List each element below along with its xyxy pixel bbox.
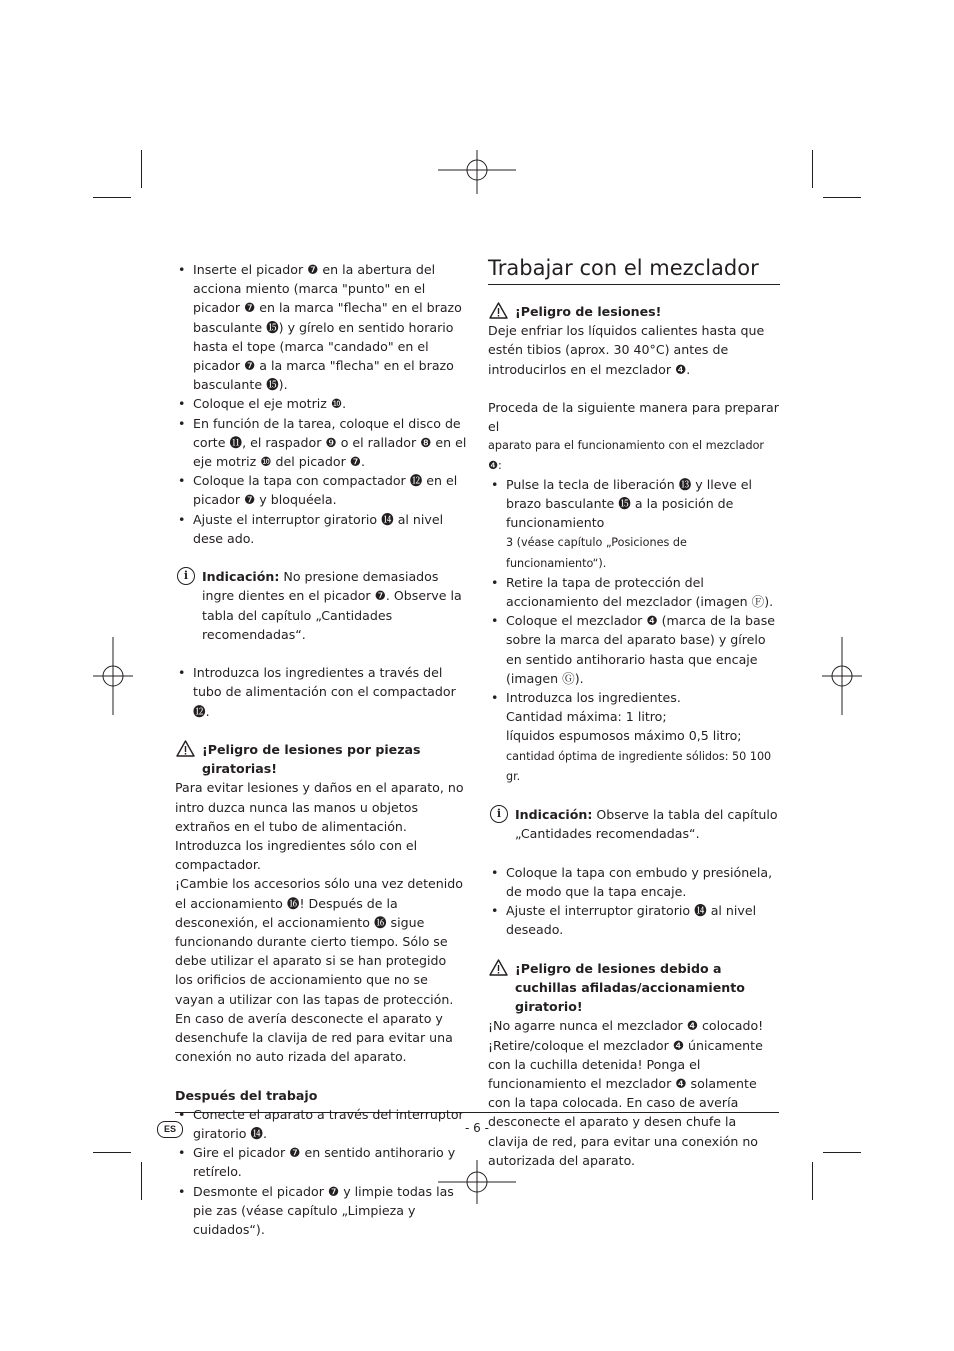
note-text: Observe la tabla del capítulo „Cantidades recomendadas“. — [515, 807, 778, 842]
list-item: • Coloque la tapa con embudo y presiónela, de modo que la tapa encaje. — [488, 863, 780, 901]
right-column — [488, 254, 780, 1170]
warning-triangle-icon — [489, 959, 508, 976]
list-item — [488, 475, 780, 573]
note-label: Indicación: — [202, 569, 280, 585]
warning-text: Deje enfriar los líquidos calientes hasta que estén tibios (aprox. 30 40°C) antes de introducirlos en el mezclador ❹. — [488, 323, 765, 377]
warning-title: ¡Peligro de lesiones! — [515, 304, 662, 319]
note-text: No presione demasiados ingre dientes en el picador ❼. Observe la tabla del capítulo „Cantidades recomendadas“. — [202, 569, 462, 642]
crop-mark — [93, 197, 131, 198]
list-item: • Coloque el mezclador ❹ (marca de la base sobre la marca del aparato base) y gírelo en sentido antihorario hasta que encaje (imagen Ⓖ). — [488, 611, 780, 688]
steps-list — [488, 475, 780, 786]
info-circle-icon: i — [177, 567, 195, 585]
list-item: • Conecte el aparato a través del interruptor giratorio ⓮. — [175, 1105, 467, 1143]
page-number: - 6 - — [465, 1121, 489, 1135]
left-column — [175, 260, 467, 1239]
list-item-text: Pulse la tecla de liberación ⓭ y lleve el brazo basculante ⓯ a la posición de funcionamiento — [506, 476, 752, 531]
note-block — [488, 805, 780, 843]
crop-mark — [823, 1152, 861, 1153]
page-title: Trabajar con el mezclador — [488, 254, 780, 285]
list-item: • En función de la tarea, coloque el disco de corte ⓫, el raspador ❾ o el rallador ❽ en el eje motriz ❿ del picador ❼. — [175, 414, 467, 472]
list-item — [488, 688, 780, 786]
list-item-text: Introduzca los ingredientes. — [506, 690, 681, 706]
steps-list — [175, 663, 467, 721]
crop-mark — [812, 150, 813, 188]
list-item: • Coloque la tapa con compactador ⓬ en el picador ❼ y bloquéela. — [175, 471, 467, 509]
warning-block — [175, 740, 467, 778]
list-item: • Gire el picador ❼ en sentido antihorario y retírelo. — [175, 1143, 467, 1181]
crop-mark — [93, 1152, 131, 1153]
intro-text: Proceda de la siguiente manera para preparar el — [488, 400, 779, 435]
footer-rule — [175, 1112, 779, 1113]
warning-triangle-icon — [176, 740, 195, 757]
registration-mark-top — [438, 150, 516, 194]
registration-mark-right — [822, 637, 862, 715]
list-item: • Desmonte el picador ❼ y limpie todas las pie zas (véase capítulo „Limpieza y cuidados“). — [175, 1182, 467, 1240]
warning-text: Para evitar lesiones y daños en el aparato, no intro duzca nunca las manos u objetos extraños en el tubo de alimentación. Introduzca los ingredientes sólo con el compactador. — [175, 780, 464, 873]
registration-mark-left — [93, 637, 133, 715]
language-badge: ES — [157, 1121, 183, 1138]
list-item: • Retire la tapa de protección del accionamiento del mezclador (imagen Ⓕ). — [488, 573, 780, 611]
list-item: • Introduzca los ingredientes a través del tubo de alimentación con el compactador ⓬. — [175, 663, 467, 721]
crop-mark — [812, 1162, 813, 1200]
steps-list — [175, 260, 467, 548]
warning-text: ¡No agarre nunca el mezclador ❹ colocado! ¡Retire/coloque el mezclador ❹ únicamente con la cuchilla detenida! Ponga el funcionamiento el mezclador ❹ solamente con la tapa colocada. En caso de avería desconecte el aparato y desen chufe la clavija de red, para evitar una conexión no autorizada del aparato. — [488, 1018, 764, 1168]
list-item: • Ajuste el interruptor giratorio ⓮ al nivel dese ado. — [175, 510, 467, 548]
warning-block — [488, 959, 780, 1017]
crop-mark — [823, 197, 861, 198]
list-item-text: cantidad óptima de ingrediente sólidos: 50 100 gr. — [506, 749, 772, 783]
warning-title: ¡Peligro de lesiones debido a cuchillas afiladas/accionamiento giratorio! — [515, 960, 745, 1015]
intro-text: aparato para el funcionamiento con el mezclador ❹: — [488, 439, 765, 472]
list-item-text: Cantidad máxima: 1 litro; — [506, 709, 667, 725]
steps-list — [488, 863, 780, 940]
warning-title: ¡Peligro de lesiones por piezas giratorias! — [202, 742, 421, 777]
crop-mark — [141, 150, 142, 188]
warning-triangle-icon — [489, 302, 508, 319]
list-item: • Ajuste el interruptor giratorio ⓮ al nivel deseado. — [488, 901, 780, 939]
warning-block — [488, 302, 780, 321]
list-item-text: líquidos espumosos máximo 0,5 litro; — [506, 728, 742, 744]
list-item: • Coloque el eje motriz ❿. — [175, 394, 467, 413]
list-item-text: 3 (véase capítulo „Posiciones de funcionamiento“). — [506, 536, 687, 570]
note-label: Indicación: — [515, 807, 593, 823]
info-circle-icon: i — [490, 805, 508, 823]
crop-mark — [141, 1162, 142, 1200]
warning-text: ¡Cambie los accesorios sólo una vez detenido el accionamiento ⓰! Después de la desconexión, el accionamiento ⓰ sigue funcionando durante cierto tiempo. Sólo se debe utilizar el aparato si se han protegido los orificios de accionamiento que no se vayan a utilizar con las tapas de protección. En caso de avería desconecte el aparato y desenchufe la clavija de red para evitar una conexión no auto rizada del aparato. — [175, 876, 463, 1065]
note-block — [175, 567, 467, 644]
section-title: Después del trabajo — [175, 1087, 318, 1103]
list-item: • Inserte el picador ❼ en la abertura del acciona miento (marca "punto" en el picador ❼ en la marca "flecha" en el brazo basculante ⓯) y gírelo en sentido horario hasta el tope (marca "candado" en el picador ❼ a la marca "flecha" en el brazo basculante ⓯). — [175, 260, 467, 394]
